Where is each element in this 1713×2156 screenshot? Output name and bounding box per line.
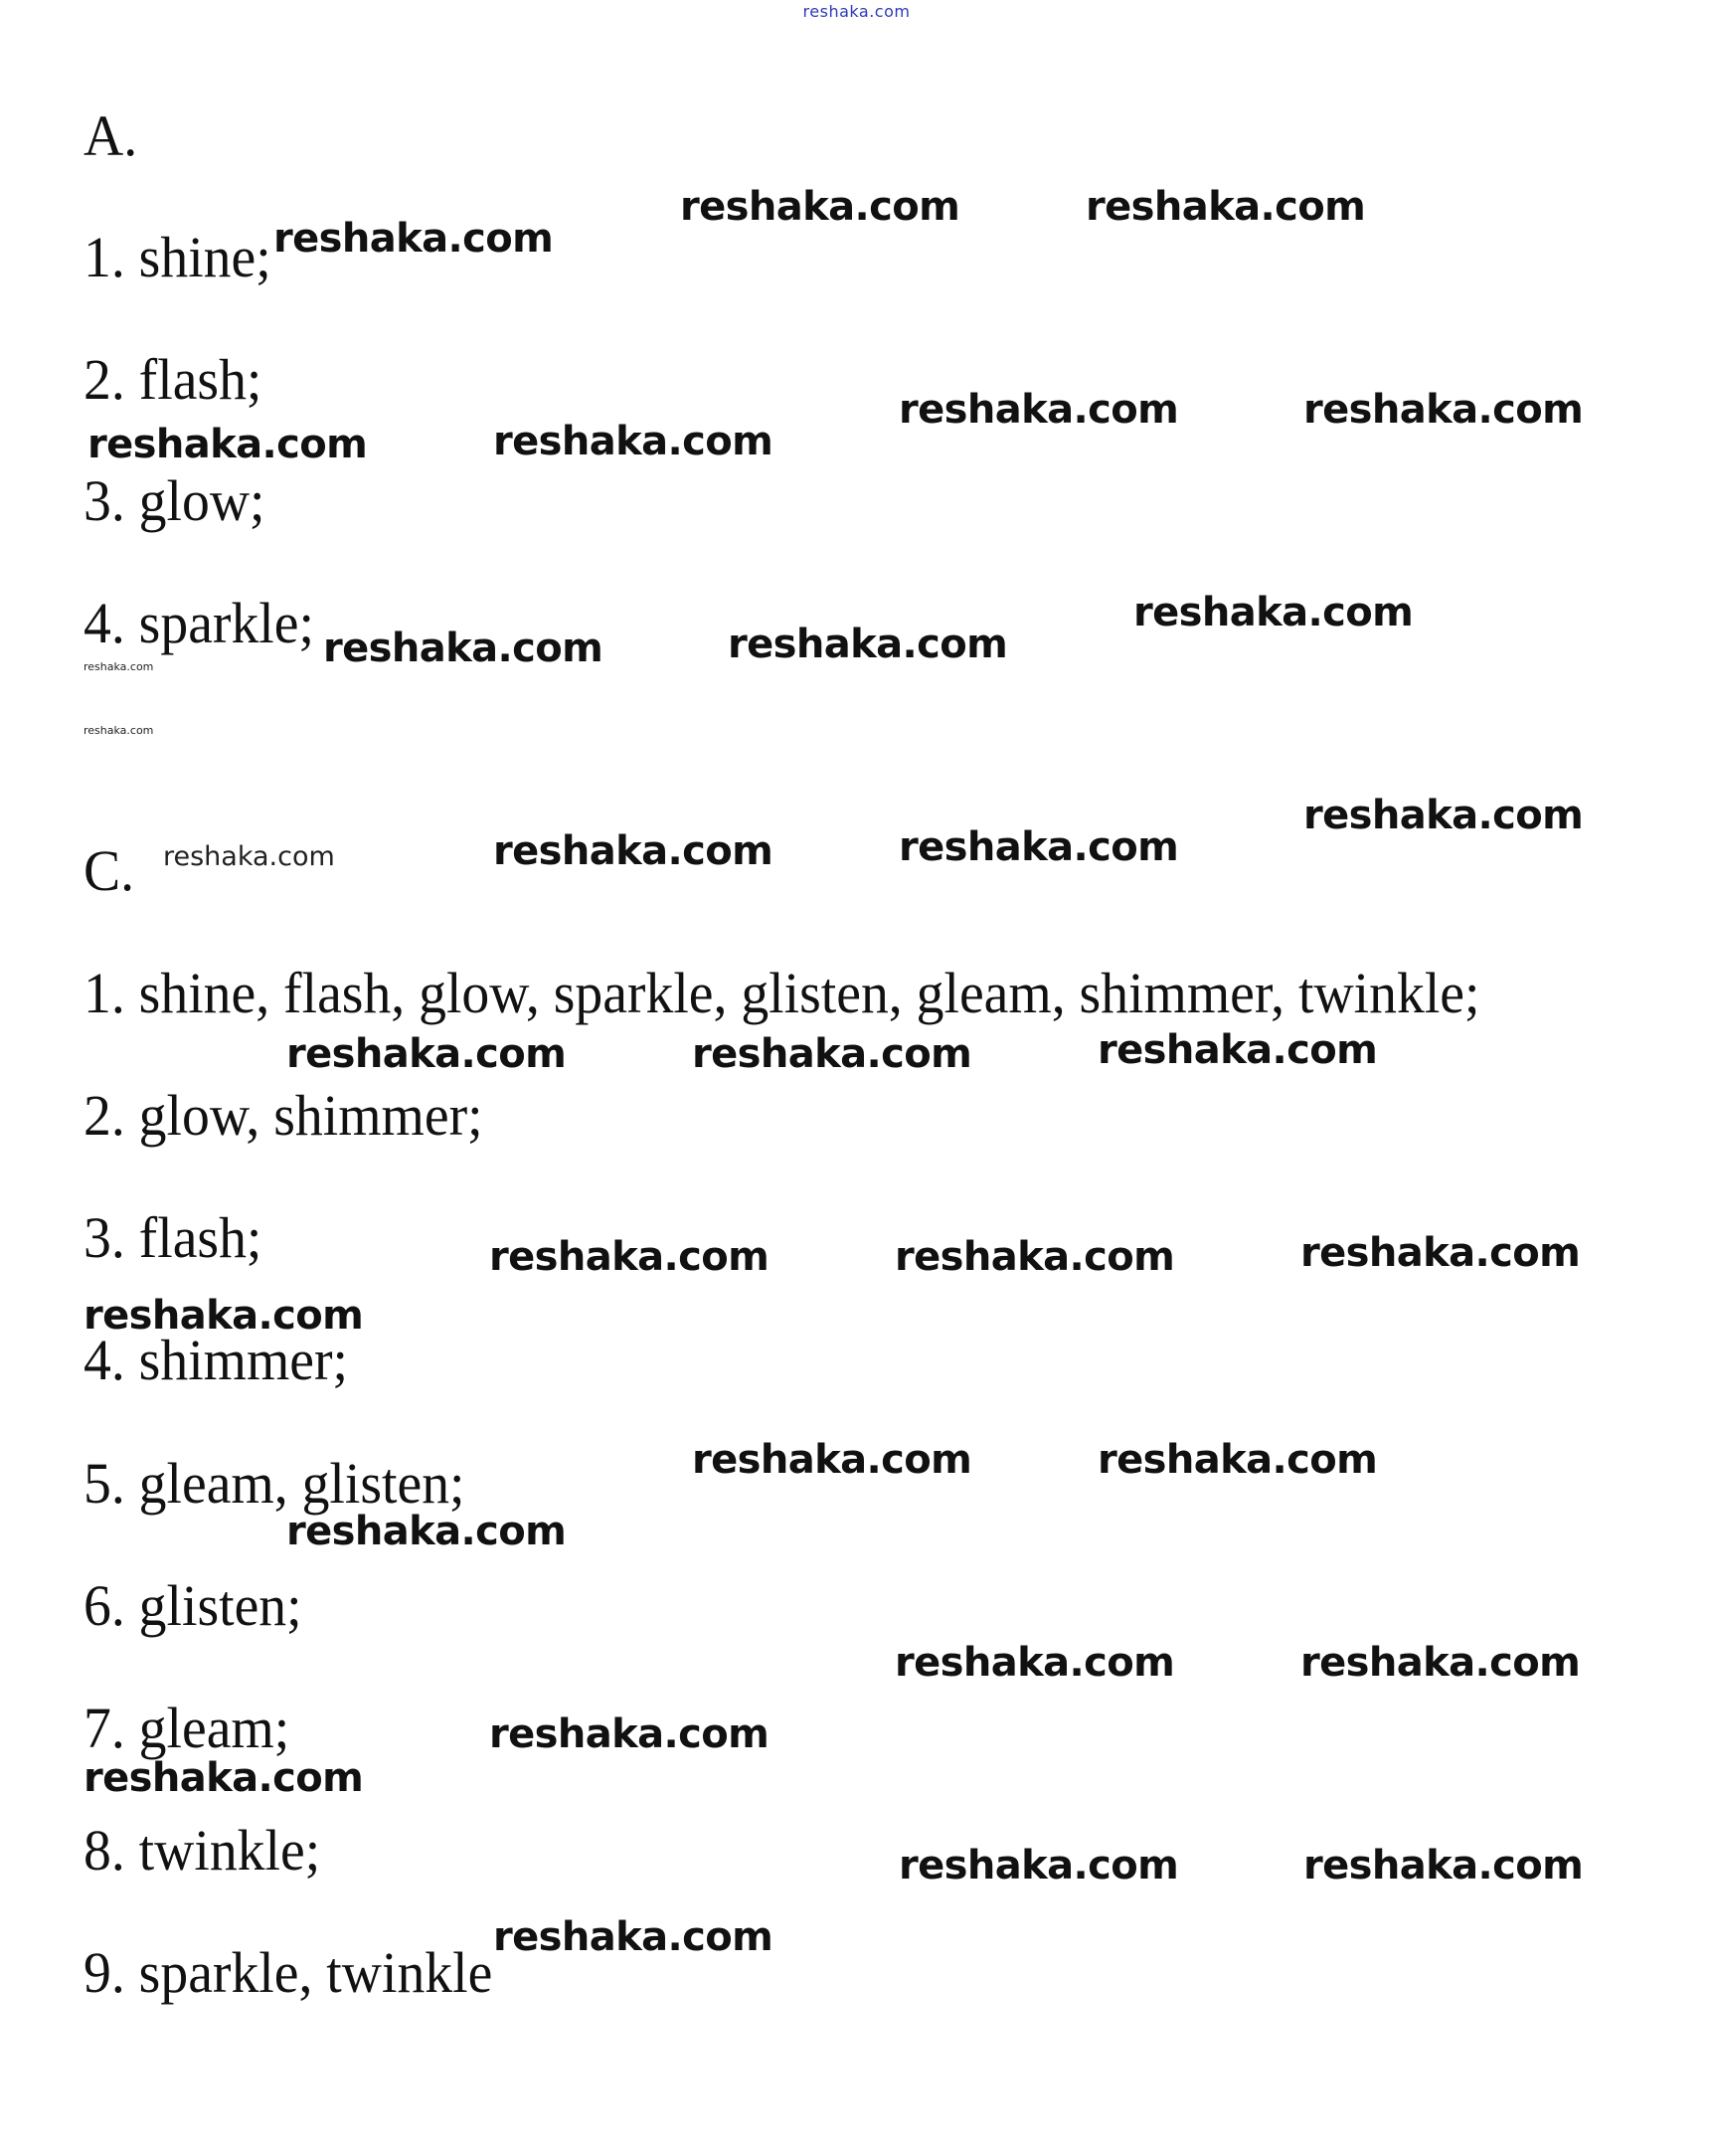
section-c-item-4: 4. shimmer; — [84, 1328, 349, 1392]
section-a-item-1: 1. shine; — [84, 225, 271, 289]
watermark: reshaka.com — [1133, 590, 1414, 635]
section-c-item-5: 5. gleam, glisten; — [84, 1451, 465, 1516]
watermark: reshaka.com — [899, 824, 1179, 870]
watermark: reshaka.com — [1303, 793, 1584, 838]
section-c-item-2: 2. glow, shimmer; — [84, 1083, 483, 1148]
watermark: reshaka.com — [899, 387, 1179, 433]
watermark: reshaka.com — [692, 1031, 972, 1077]
watermark: reshaka.com — [489, 1711, 770, 1757]
watermark: reshaka.com — [489, 1234, 770, 1280]
section-c-item-7: 7. gleam; — [84, 1696, 290, 1760]
watermark: reshaka.com — [493, 828, 773, 874]
watermark: reshaka.com — [84, 660, 154, 673]
watermark: reshaka.com — [1098, 1437, 1378, 1483]
section-c-item-3: 3. flash; — [84, 1205, 262, 1270]
watermark: reshaka.com — [728, 622, 1008, 667]
section-c-item-8: 8. twinkle; — [84, 1818, 321, 1883]
site-mark: reshaka.com — [802, 2, 911, 21]
watermark: reshaka.com — [1300, 1640, 1581, 1686]
watermark: reshaka.com — [899, 1843, 1179, 1888]
watermark: reshaka.com — [286, 1031, 567, 1077]
section-c-item-1: 1. shine, flash, glow, sparkle, glisten, gleam, shimmer, twinkle; — [84, 961, 1480, 1025]
watermark: reshaka.com — [323, 626, 603, 671]
watermark: reshaka.com — [1098, 1027, 1378, 1073]
watermark: reshaka.com — [87, 422, 368, 467]
watermark: reshaka.com — [84, 1755, 364, 1801]
section-a-heading: A. — [84, 103, 138, 168]
watermark: reshaka.com — [692, 1437, 972, 1483]
section-a-item-2: 2. flash; — [84, 347, 262, 412]
watermark: reshaka.com — [84, 1293, 364, 1339]
watermark: reshaka.com — [1300, 1230, 1581, 1276]
section-a-item-3: 3. glow; — [84, 468, 265, 533]
watermark: reshaka.com — [493, 419, 773, 464]
watermark: reshaka.com — [84, 724, 154, 737]
watermark: reshaka.com — [273, 216, 554, 262]
section-c-heading: C. — [84, 838, 135, 903]
section-c-item-9: 9. sparkle, twinkle — [84, 1940, 493, 2005]
watermark: reshaka.com — [1303, 1843, 1584, 1888]
watermark: reshaka.com — [286, 1509, 567, 1554]
section-c-item-6: 6. glisten; — [84, 1573, 302, 1638]
watermark: reshaka.com — [680, 184, 960, 230]
watermark: reshaka.com — [895, 1640, 1175, 1686]
watermark: reshaka.com — [1303, 387, 1584, 433]
watermark: reshaka.com — [163, 841, 335, 872]
watermark: reshaka.com — [493, 1914, 773, 1960]
section-a-item-4: 4. sparkle; — [84, 591, 314, 655]
watermark: reshaka.com — [1086, 184, 1366, 230]
watermark: reshaka.com — [895, 1234, 1175, 1280]
